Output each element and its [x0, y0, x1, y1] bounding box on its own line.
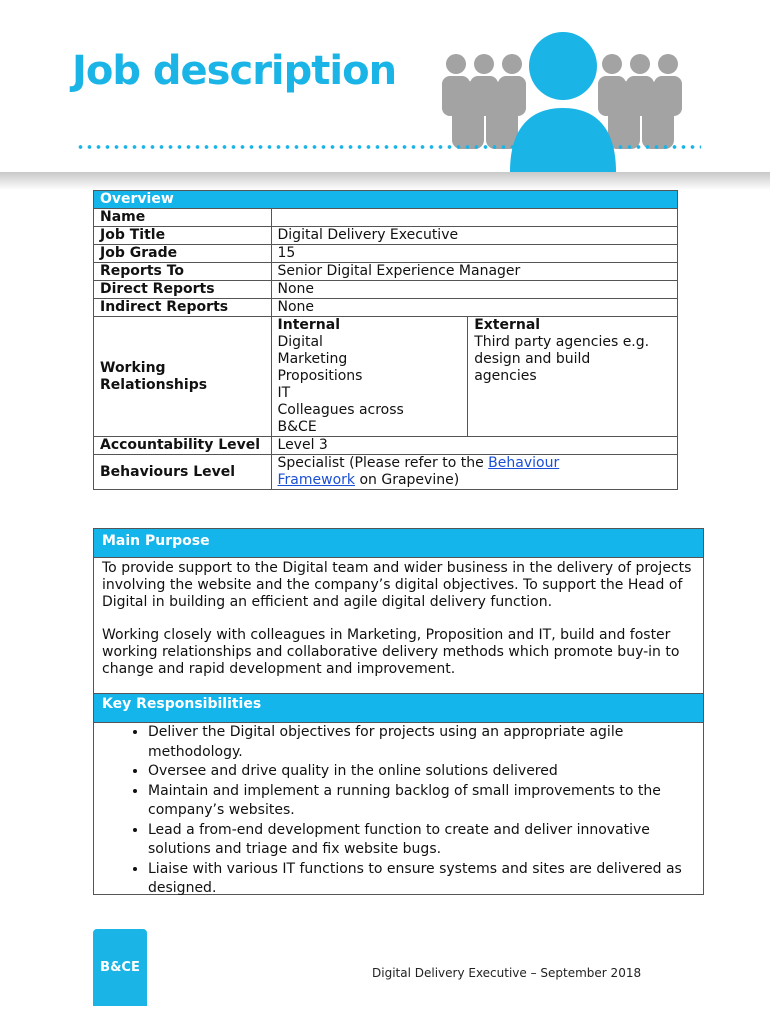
direct-reports-value: None — [271, 281, 677, 299]
overview-heading: Overview — [94, 191, 678, 209]
direct-reports-label: Direct Reports — [94, 281, 272, 299]
key-responsibilities-section — [93, 693, 704, 895]
external-cell — [468, 317, 678, 437]
behaviours-suffix: on Grapevine) — [355, 472, 460, 488]
list-item: • Deliver the Digital objectives for projects using an appropriate agile methodology. — [148, 723, 703, 762]
name-label: Name — [94, 209, 272, 227]
accountability-label: Accountability Level — [94, 437, 272, 455]
row-reports-to — [94, 263, 678, 281]
row-accountability — [94, 437, 678, 455]
internal-item: Digital — [277, 334, 323, 350]
row-behaviours — [94, 455, 678, 490]
job-title-value: Digital Delivery Executive — [271, 227, 677, 245]
reports-to-label: Reports To — [94, 263, 272, 281]
row-job-title — [94, 227, 678, 245]
row-job-grade — [94, 245, 678, 263]
name-value — [271, 209, 677, 227]
main-purpose-paragraph: To provide support to the Digital team and wider business in the delivery of projects involving the website and the company’s digital objectives. To support the Head of Digital in building an efficient and agile digital delivery function. — [102, 560, 692, 610]
accountability-value: Level 3 — [271, 437, 677, 455]
job-title-label: Job Title — [94, 227, 272, 245]
row-working-relationships — [94, 317, 678, 437]
behaviour-framework-link[interactable]: Behaviour Framework — [277, 455, 560, 488]
list-item: • Lead a from-end development function to create and deliver innovative solutions and triage and fix website bugs. — [148, 821, 703, 860]
list-item: • Oversee and drive quality in the online solutions delivered — [148, 762, 703, 782]
logo-text: B&CE — [100, 960, 140, 975]
row-indirect-reports — [94, 299, 678, 317]
footer-text: Digital Delivery Executive – September 2018 — [372, 966, 642, 980]
header-shadow — [0, 172, 770, 190]
internal-item: Propositions — [277, 368, 363, 384]
responsibilities-list — [94, 723, 703, 899]
behaviours-value — [271, 455, 677, 490]
key-responsibilities-heading: Key Responsibilities — [94, 694, 703, 723]
external-heading: External — [474, 317, 541, 333]
external-text: Third party agencies e.g. design and build agencies — [474, 334, 650, 384]
main-purpose-paragraph: Working closely with colleagues in Marketing, Proposition and IT, build and foster working relationships and collaborative delivery methods which promote buy-in to change and rapid development and improvement. — [102, 627, 680, 677]
working-relationships-label: Working Relationships — [94, 317, 272, 437]
reports-to-value: Senior Digital Experience Manager — [271, 263, 677, 281]
job-grade-value: 15 — [271, 245, 677, 263]
dotted-divider — [76, 144, 701, 150]
indirect-reports-value: None — [271, 299, 677, 317]
main-purpose-body — [94, 558, 703, 678]
list-item: • Maintain and implement a running backlog of small improvements to the company’s websites. — [148, 782, 703, 821]
internal-item: IT — [277, 385, 291, 401]
behaviours-label: Behaviours Level — [94, 455, 272, 490]
behaviours-prefix: Specialist (Please refer to the — [277, 455, 489, 471]
list-item: • Liaise with various IT functions to ensure systems and sites are delivered as designed. — [148, 860, 703, 899]
internal-item: Colleagues across B&CE — [277, 402, 404, 435]
internal-cell — [271, 317, 468, 437]
internal-item: Marketing — [277, 351, 348, 367]
main-purpose-heading: Main Purpose — [94, 529, 703, 558]
job-grade-label: Job Grade — [94, 245, 272, 263]
page-title: Job description — [72, 48, 397, 94]
row-name — [94, 209, 678, 227]
bce-logo — [93, 929, 147, 1006]
main-purpose-section — [93, 528, 704, 694]
internal-heading: Internal — [277, 317, 340, 333]
overview-table — [93, 190, 678, 490]
row-direct-reports — [94, 281, 678, 299]
overview-header — [94, 191, 678, 209]
indirect-reports-label: Indirect Reports — [94, 299, 272, 317]
people-icon — [432, 30, 692, 180]
